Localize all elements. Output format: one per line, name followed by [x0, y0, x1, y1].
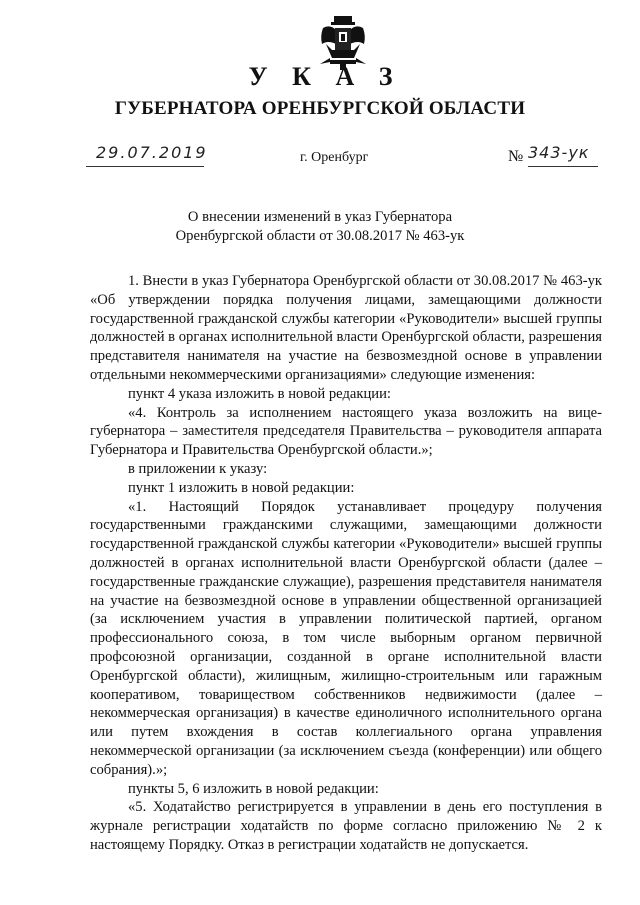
document-city: г. Оренбург: [300, 150, 369, 165]
number-underline: [528, 166, 598, 167]
document-heading: [0, 208, 640, 246]
body-paragraph: «5. Ходатайство регистрируется в управлении в день его поступления в журнале регистрации ходатайств по форме согласно приложению № 2 к настоящему Порядку. Отказ в регистрации ходатайств не допускается.: [90, 799, 602, 853]
document-title: У К А З: [248, 62, 402, 91]
document-body: [90, 272, 602, 855]
heading-line: Оренбургской области от 30.08.2017 № 463-ук: [175, 228, 465, 244]
body-paragraph: «4. Контроль за исполнением настоящего указа возложить на вице-губернатора – заместителя председателя Правительства – руководителя аппарата Губернатора и Правительства Оренбургской области.»;: [90, 404, 602, 459]
body-paragraph: пункт 1 изложить в новой редакции:: [128, 479, 355, 496]
document-number: 343-ук: [528, 143, 590, 162]
body-paragraph: пункт 4 указа изложить в новой редакции:: [128, 385, 391, 402]
number-prefix: №: [508, 148, 524, 165]
body-paragraph: пункты 5, 6 изложить в новой редакции:: [128, 780, 379, 797]
body-paragraph: в приложении к указу:: [128, 460, 268, 477]
body-paragraph: «1. Настоящий Порядок устанавливает процедуру получения государственными гражданскими служащими, замещающими должности государственной гражданской службы категории «Руководители» высшей группы должностей в органах исполнительной власти Оренбургской области (далее – государственные гражданские служащие), разрешения представителя нанимателя на участие на безвозмездной основе в управлении общественной организацией (за исключением участия в управлении политической партией, органом профессионального союза, в том числе выборным органом первичной профсоюзной организации, созданной в органе исполнительной власти Оренбургской области), жилищным, жилищно-строительным или гаражным кооперативом, товариществом собственников недвижимости (далее – некоммерческая организация) в качестве единоличного исполнительного органа или путем вхождения в состав коллегиального органа управления некоммерческой организации (за исключением съезда (конференции) или общего собрания).»;: [90, 498, 602, 778]
body-paragraph: 1. Внести в указ Губернатора Оренбургской области от 30.08.2017 № 463-ук «Об утверждении порядка получения лицами, замещающими должности государственной гражданской службы категории «Руководители» высшей группы должностей в органах исполнительной власти Оренбургской области, разрешения представителя нанимателя на участие на безвозмездной основе в управлении отдельными некоммерческими организациями» следующие изменения:: [90, 273, 602, 383]
heading-line: О внесении изменений в указ Губернатора: [187, 209, 453, 225]
document-subtitle: ГУБЕРНАТОРА ОРЕНБУРГСКОЙ ОБЛАСТИ: [114, 98, 526, 119]
date-underline: [86, 166, 204, 167]
document-date: 29.07.2019: [96, 143, 208, 162]
